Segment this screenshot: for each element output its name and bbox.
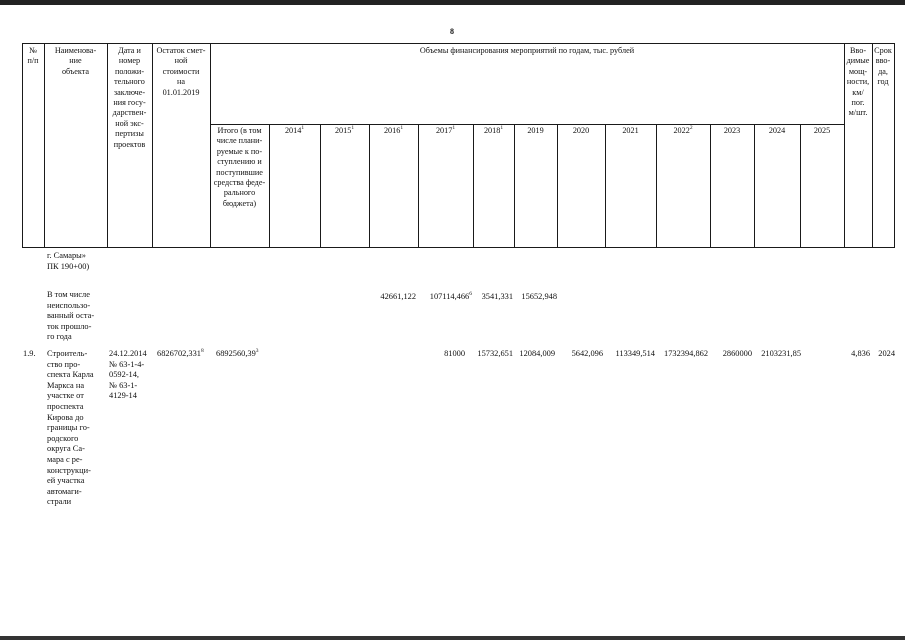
header-year-2017: 2017$^1$ (435, 125, 456, 135)
item-2018: 15732,651 (477, 349, 513, 358)
header-year-2019: 2019 (527, 126, 544, 135)
page-number: 8 (450, 27, 454, 36)
header-year-2022: 2022$^2$ (673, 125, 693, 135)
header-balance: Остаток смет- ной стоимости на 01.01.2019 (156, 46, 206, 97)
header-year-2021: 2021 (622, 126, 639, 135)
continued-object-name: г. Самары» ПК 190+00) (47, 251, 90, 271)
header-year-2014: 2014$^1$ (284, 125, 305, 135)
item-balance: 6826702,331$^8$ (157, 348, 204, 358)
unused-2016: 42661,122 (380, 292, 416, 301)
item-object-name: Строитель- ство про- спекта Карла Маркса на участке от проспекта Кирова до границы го- родского округа Са- мара с ре- конструкци- ей участка автомаги- страли (47, 349, 94, 507)
header-year-2015: 2015$^1$ (334, 125, 355, 135)
header-object-name: Наименова- ние объекта (54, 46, 97, 76)
item-2022: 1732394,862 (664, 349, 708, 358)
header-year-2024: 2024 (768, 126, 786, 135)
header-number: № п/п (27, 46, 39, 66)
header-total: Итого (в том числе плани- руемые к по- ступлению и поступившие средства феде- рального бюджета) (213, 126, 266, 208)
header-capacity: Вво- димые мощ- ности, км/ пог. м/шт. (846, 46, 870, 118)
item-2024: 2103231,85 (761, 349, 801, 358)
header-year-2025: 2025 (813, 126, 831, 135)
item-2023: 2860000 (722, 349, 752, 358)
item-term: 2024 (878, 349, 895, 358)
header-year-2020: 2020 (572, 126, 590, 135)
unused-2018: 3541,331 (481, 292, 513, 301)
item-capacity: 4,836 (851, 349, 870, 358)
item-2019: 12084,009 (519, 349, 555, 358)
header-year-2018: 2018$^1$ (483, 125, 504, 135)
page-bottom-edge (0, 636, 905, 640)
unused-balance-label: В том числе неиспользо- ванный оста- ток прошло- го года (47, 290, 95, 342)
header-year-2016: 2016$^1$ (383, 125, 404, 135)
item-2020: 5642,096 (571, 349, 603, 358)
unused-2019: 15652,948 (521, 292, 557, 301)
item-2017: 81000 (444, 349, 465, 358)
page-top-edge (0, 0, 905, 5)
item-number: 1.9. (23, 349, 36, 358)
unused-2017: 107114,466$^6$ (429, 291, 472, 301)
header-expertise-date: Дата и номер положи- тельного заключе- ния госу- дарствен- ной экс- пертизы проектов (112, 46, 147, 149)
item-total: 6892560,39$^3$ (216, 348, 259, 358)
item-2021: 113349,514 (615, 349, 655, 358)
header-year-2023: 2023 (723, 126, 741, 135)
header-financing-title: Объемы финансирования мероприятий по годам, тыс. рублей (419, 46, 635, 55)
item-expertise-date: 24.12.2014 № 63-1-4- 0592-14, № 63-1- 4129-14 (109, 349, 147, 401)
header-term: Срок вво- да, год (874, 46, 892, 87)
